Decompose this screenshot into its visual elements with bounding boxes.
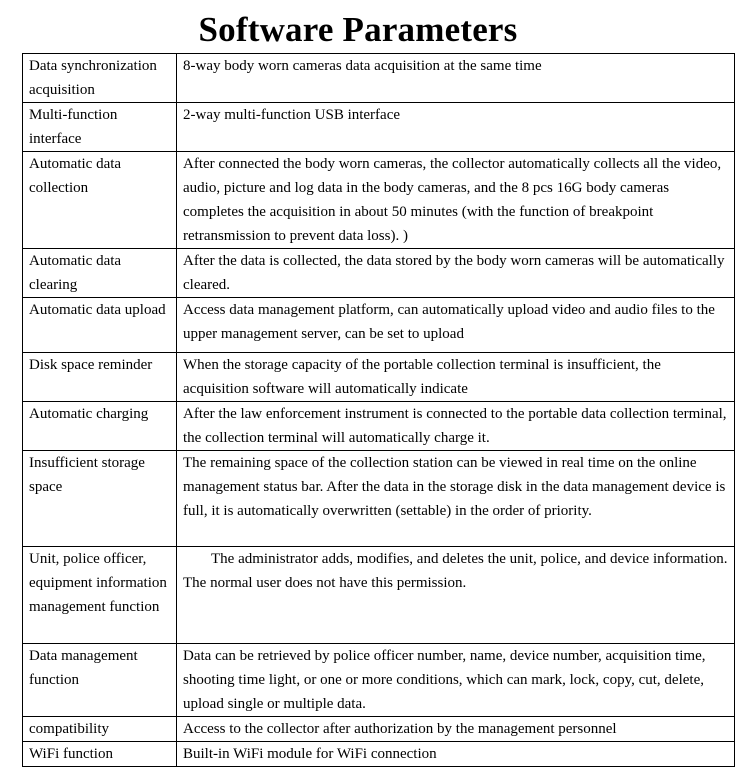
parameter-description: The administrator adds, modifies, and deletes the unit, police, and device information. The normal user does not have this permission. [177, 547, 735, 644]
parameter-name: Automatic data collection [23, 152, 177, 249]
page-title: Software Parameters [198, 10, 518, 49]
software-parameters-table [22, 53, 735, 767]
parameter-name: Automatic data clearing [23, 249, 177, 298]
parameter-description: After the data is collected, the data stored by the body worn cameras will be automatically cleared. [177, 249, 735, 298]
parameter-description: 8-way body worn cameras data acquisition at the same time [177, 54, 735, 103]
parameter-description: Data can be retrieved by police officer number, name, device number, acquisition time, shooting time light, or one or more conditions, which can mark, lock, copy, cut, delete, upload single or multiple data. [177, 644, 735, 717]
parameter-name: Automatic charging [23, 402, 177, 451]
table-row [23, 249, 735, 298]
parameter-description: The remaining space of the collection station can be viewed in real time on the online management status bar. After the data in the storage disk in the data management device is full, it is automatically overwritten (settable) in the order of priority. [177, 451, 735, 547]
table-row [23, 402, 735, 451]
table-row [23, 717, 735, 742]
table-row [23, 451, 735, 547]
parameter-name: Data synchronization acquisition [23, 54, 177, 103]
parameter-description: Access data management platform, can automatically upload video and audio files to the upper management server, can be set to upload [177, 298, 735, 353]
parameter-name: Multi-function interface [23, 103, 177, 152]
parameter-description: Built-in WiFi module for WiFi connection [177, 742, 735, 767]
parameter-description: After connected the body worn cameras, the collector automatically collects all the video, audio, picture and log data in the body cameras, and the 8 pcs 16G body cameras completes the acquisition in about 50 minutes (with the function of breakpoint retransmission to prevent data loss). ) [177, 152, 735, 249]
table-row [23, 547, 735, 644]
parameter-description: 2-way multi-function USB interface [177, 103, 735, 152]
parameter-name: Insufficient storage space [23, 451, 177, 547]
parameter-description: Access to the collector after authorization by the management personnel [177, 717, 735, 742]
parameter-description: When the storage capacity of the portable collection terminal is insufficient, the acquisition software will automatically indicate [177, 353, 735, 402]
table-row [23, 742, 735, 767]
parameter-name: compatibility [23, 717, 177, 742]
parameter-name: Unit, police officer, equipment information management function [23, 547, 177, 644]
parameter-name: Disk space reminder [23, 353, 177, 402]
table-row [23, 353, 735, 402]
table-row [23, 298, 735, 353]
table-row [23, 103, 735, 152]
parameter-name: WiFi function [23, 742, 177, 767]
table-row [23, 644, 735, 717]
table-row [23, 54, 735, 103]
parameter-name: Data management function [23, 644, 177, 717]
parameter-description: After the law enforcement instrument is connected to the portable data collection terminal, the collection terminal will automatically charge it. [177, 402, 735, 451]
table-row [23, 152, 735, 249]
parameter-name: Automatic data upload [23, 298, 177, 353]
